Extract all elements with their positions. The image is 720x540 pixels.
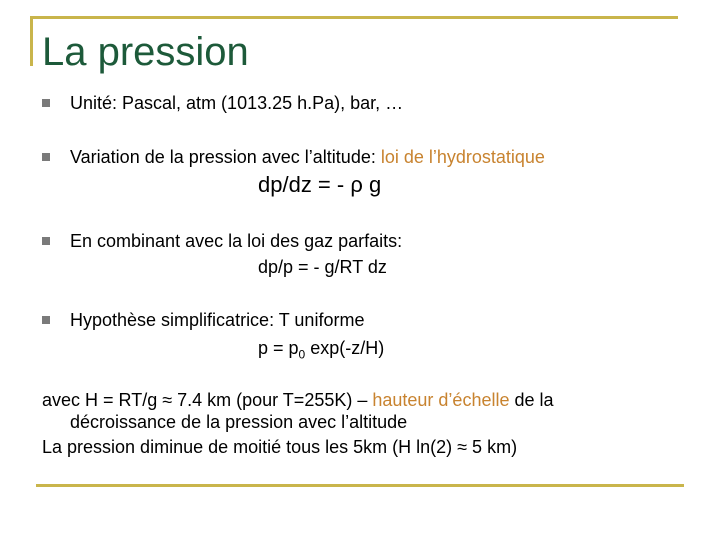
bullet-4-text: Hypothèse simplificatrice: T uniforme (70, 310, 365, 330)
halving-line: La pression diminue de moitié tous les 5km (H ln(2) ≈ 5 km) (42, 437, 518, 457)
bullet-marker (42, 99, 50, 107)
formula-post: exp(-z/H) (305, 338, 385, 358)
hydrostatic-formula: dp/dz = - ρ g (258, 172, 382, 197)
hydrostatic-law-highlight: loi de l’hydrostatique (380, 147, 545, 167)
formula-subscript: 0 (298, 347, 306, 362)
scale-height-line (42, 389, 554, 411)
scale-height-pre: avec H = RT/g ≈ 7.4 km (pour T=255K) – (42, 390, 373, 410)
slide-title: La pression (42, 30, 249, 74)
bullet-1-text: Unité: Pascal, atm (1013.25 h.Pa), bar, … (70, 93, 404, 113)
bullet-3-text: En combinant avec la loi des gaz parfaits: (70, 231, 403, 251)
left-rule (30, 16, 33, 66)
scale-height-line-2: décroissance de la pression avec l’altitude (70, 412, 408, 432)
top-rule (30, 16, 678, 19)
scale-height-highlight: hauteur d’échelle (372, 390, 510, 410)
formula-pre: p = p (258, 338, 299, 358)
exponential-formula (258, 337, 384, 366)
bullet-2-text-pre: Variation de la pression avec l’altitude: (70, 147, 381, 167)
bottom-rule (36, 484, 684, 487)
bullet-marker (42, 153, 50, 161)
scale-height-post: de la (509, 390, 554, 410)
bullet-2-text (70, 146, 545, 168)
bullet-marker (42, 237, 50, 245)
bullet-marker (42, 316, 50, 324)
ideal-gas-formula: dp/p = - g/RT dz (258, 257, 387, 277)
